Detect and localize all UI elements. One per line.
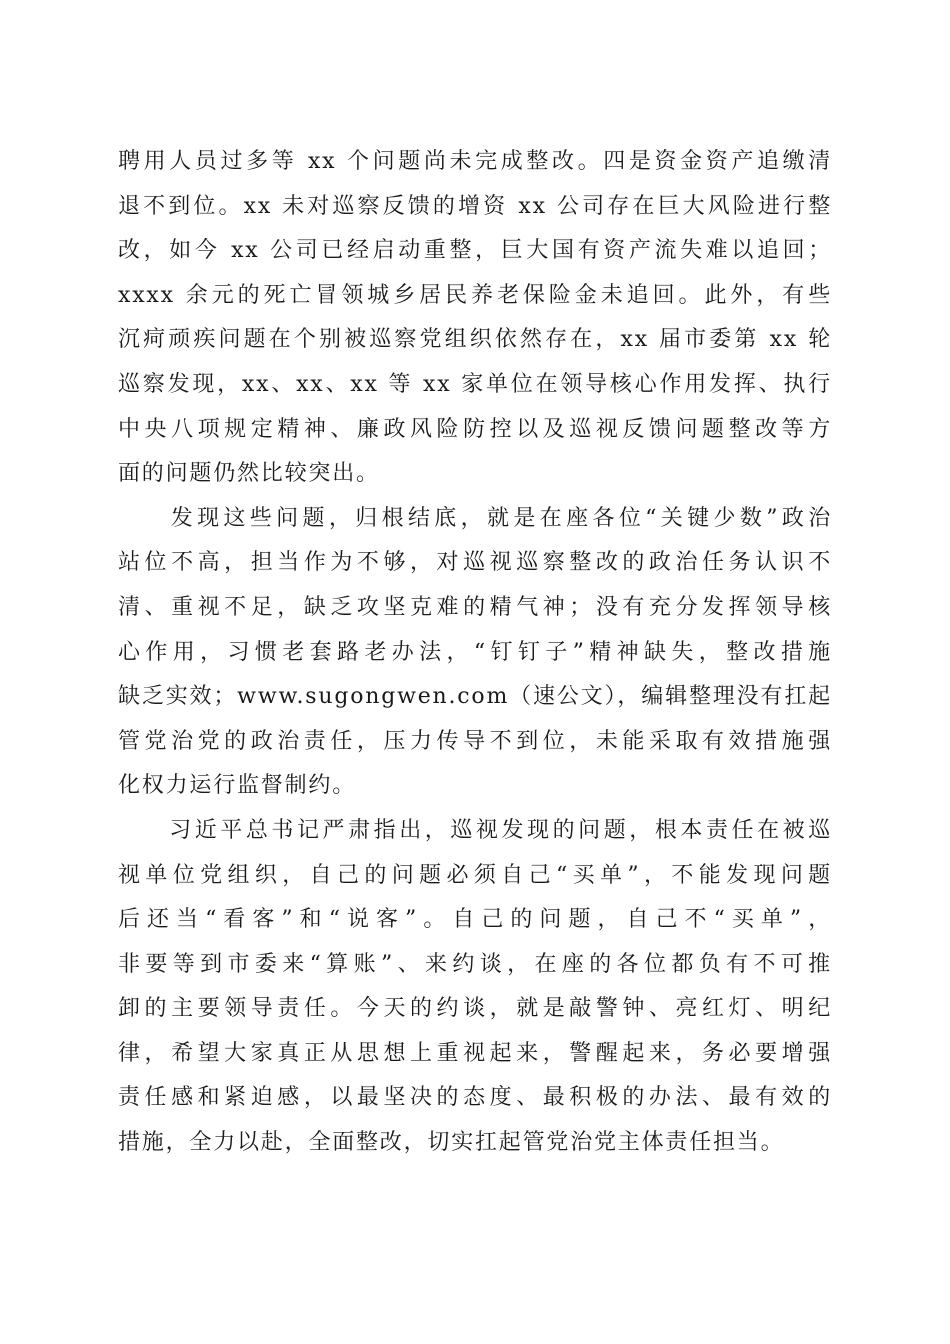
text-line: 缺乏实效；www.sugongwen.com（速公文），编辑整理没有扛起	[118, 684, 832, 710]
text-line: 措施，全力以赴，全面整改，切实扛起管党治党主体责任担当。	[118, 1130, 785, 1156]
text-line: 管党治党的政治责任，压力传导不到位，未能采取有效措施强	[118, 728, 832, 754]
paragraph-3	[118, 809, 832, 1166]
text-line: 习近平总书记严肃指出，巡视发现的问题，根本责任在被巡	[118, 817, 832, 843]
text-line: 站位不高，担当作为不够，对巡视巡察整改的政治任务认识不	[118, 550, 832, 576]
text-line: 发现这些问题，归根结底，就是在座各位“关键少数”政治	[118, 505, 832, 531]
paragraph-2	[118, 497, 832, 809]
text-line: 后还当“看客”和“说客”。自己的问题，自己不“买单”，	[118, 907, 832, 933]
text-line: 化权力运行监督制约。	[118, 773, 357, 799]
text-line: 责任感和紧迫感，以最坚决的态度、最积极的办法、最有效的	[118, 1085, 832, 1111]
text-line: 律，希望大家真正从思想上重视起来，警醒起来，务必要增强	[118, 1040, 832, 1066]
text-line: 巡察发现，xx、xx、xx 等 xx 家单位在领导核心作用发挥、执行	[118, 371, 832, 397]
body-text	[118, 140, 832, 1166]
text-line: 卸的主要领导责任。今天的约谈，就是敲警钟、亮红灯、明纪	[118, 996, 832, 1022]
text-line: 退不到位。xx 未对巡察反馈的增资 xx 公司存在巨大风险进行整	[118, 193, 832, 219]
paragraph-1	[118, 140, 832, 497]
text-line: 非要等到市委来“算账”、来约谈，在座的各位都负有不可推	[118, 951, 832, 977]
text-line: 心作用，习惯老套路老办法，“钉钉子”精神缺失，整改措施	[118, 639, 832, 665]
text-line: 清、重视不足，缺乏攻坚克难的精气神；没有充分发挥领导核	[118, 594, 832, 620]
text-line: 沉疴顽疾问题在个别被巡察党组织依然存在，xx 届市委第 xx 轮	[118, 327, 832, 353]
text-line: 中央八项规定精神、廉政风险防控以及巡视反馈问题整改等方	[118, 416, 832, 442]
text-line: 视单位党组织，自己的问题必须自己“买单”，不能发现问题	[118, 862, 832, 888]
text-line: xxxx 余元的死亡冒领城乡居民养老保险金未追回。此外，有些	[118, 282, 832, 308]
text-line: 面的问题仍然比较突出。	[118, 461, 380, 487]
text-line: 聘用人员过多等 xx 个问题尚未完成整改。四是资金资产追缴清	[118, 149, 832, 174]
text-line: 改，如今 xx 公司已经启动重整，巨大国有资产流失难以追回；	[118, 238, 832, 264]
